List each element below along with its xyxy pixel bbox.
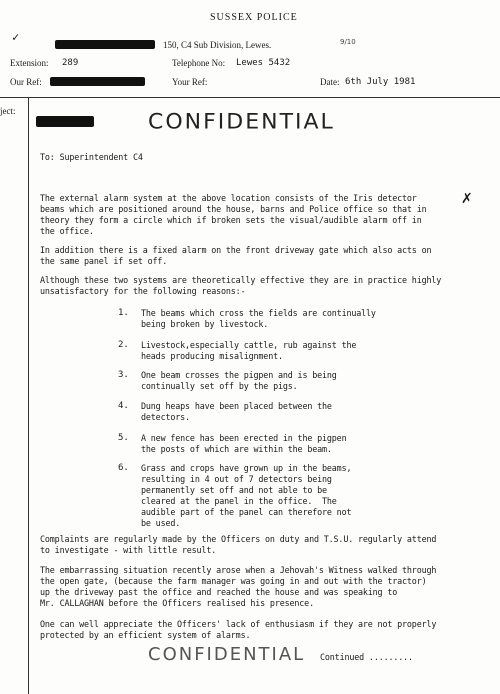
confidential-stamp-bottom: CONFIDENTIAL [148, 644, 306, 665]
letterhead-title: SUSSEX POLICE [210, 12, 298, 23]
extension-value: 289 [62, 58, 79, 68]
header-mark: ✓ [12, 30, 20, 44]
confidential-stamp-top: CONFIDENTIAL [148, 110, 335, 135]
reason-number: 1. [118, 308, 129, 318]
reason-number: 6. [118, 463, 129, 473]
date-value: 6th July 1981 [345, 77, 416, 87]
header-address: 150, C4 Sub Division, Lewes. [163, 40, 272, 50]
reason-text: A new fence has been erected in the pigpen the posts of which are within the beam. [141, 433, 347, 454]
reason-number: 5. [118, 433, 129, 443]
paragraph-alarm-system: The external alarm system at the above location consists of the Iris detector beams which are positioned around the house, barns and Police office so that in theory they form a circle which if broken sets the visual/audible alarm off in the office. [40, 193, 427, 236]
redaction-sender [55, 40, 155, 49]
redaction-subject [36, 116, 94, 127]
reason-text: The beams which cross the fields are continually being broken by livestock. [141, 308, 376, 329]
handwritten-x-mark: ✗ [461, 191, 473, 207]
reason-number: 4. [118, 401, 129, 411]
header-rule [0, 97, 500, 98]
paragraph-incident: The embarrassing situation recently arose when a Jehovah's Witness walked through the open gate, (because the farm manager was going in and out with the tractor) up the driveway past the office and reached the house and was speaking to Mr. CALLAGHAN before the Officers realised his presence. [40, 565, 437, 608]
redaction-our-ref [50, 77, 145, 86]
paragraph-reasons-intro: Although these two systems are theoretically effective they are in practice highly unsatisfactory for the following reasons:- [40, 275, 442, 296]
reason-text: Livestock,especially cattle, rub against the heads producing misalignment. [141, 340, 357, 361]
your-ref-label: Your Ref: [172, 77, 208, 87]
paragraph-gate-alarm: In addition there is a fixed alarm on the front driveway gate which also acts on the same panel if set off. [40, 245, 432, 266]
reason-number: 2. [118, 340, 129, 350]
telephone-value: Lewes 5432 [236, 58, 291, 68]
our-ref-label: Our Ref: [10, 77, 42, 87]
paragraph-complaints: Complaints are regularly made by the Officers on duty and T.S.U. regularly attend to investigate - with little result. [40, 534, 437, 555]
date-label: Date: [320, 77, 340, 87]
addressee-line: To: Superintendent C4 [40, 152, 143, 162]
extension-label: Extension: [10, 58, 49, 68]
reason-text: Grass and crops have grown up in the beams, resulting in 4 out of 7 detectors being permanently set off and not able to be cleared at the panel in the office. The audible part of the panel can therefore not be used. [141, 463, 352, 528]
subject-label: ject: [0, 106, 16, 116]
continued-note: Continued ......... [320, 652, 413, 662]
reason-text: One beam crosses the pigpen and is being continually set off by the pigs. [141, 370, 337, 391]
reason-text: Dung heaps have been placed between the detectors. [141, 401, 332, 422]
handwritten-annotation: 9/10 [340, 38, 356, 46]
paragraph-conclusion: One can well appreciate the Officers' lack of enthusiasm if they are not properly protected by an efficient system of alarms. [40, 619, 437, 640]
margin-rule [28, 97, 29, 694]
telephone-label: Telephone No: [172, 58, 226, 68]
reason-number: 3. [118, 370, 129, 380]
